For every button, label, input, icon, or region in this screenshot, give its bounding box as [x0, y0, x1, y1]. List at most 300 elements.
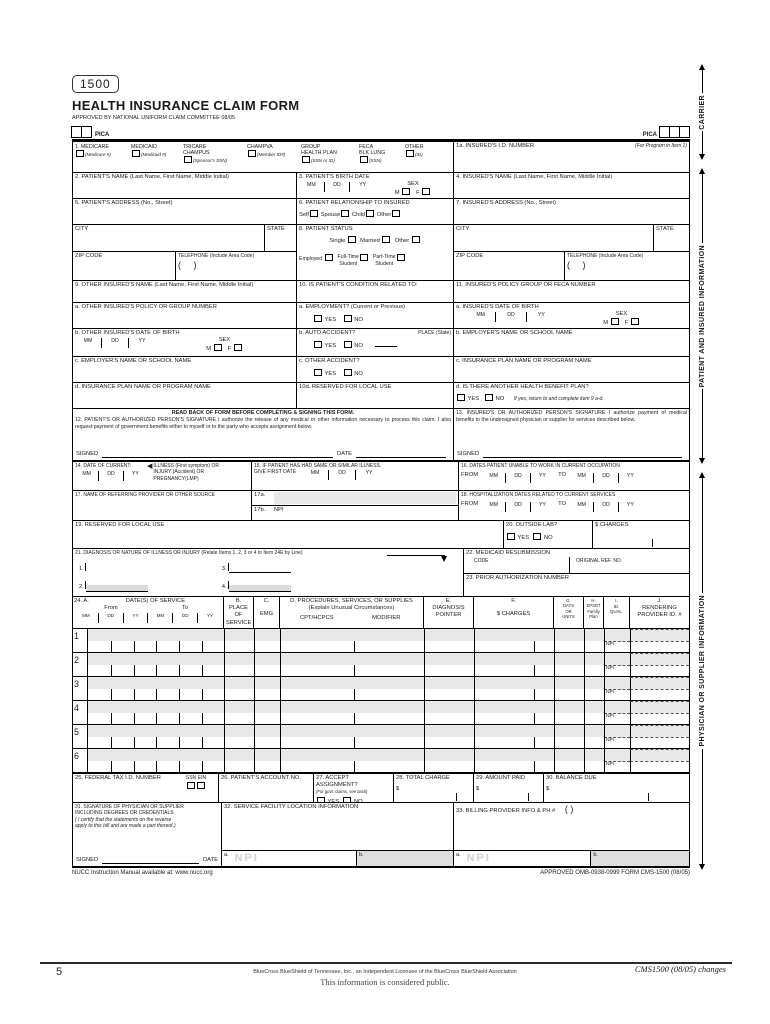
outside-lab-yes-checkbox[interactable]: [507, 533, 515, 540]
service-line-row[interactable]: [73, 676, 689, 700]
svc-to-yy-cell[interactable]: [202, 761, 224, 773]
diagnosis-4-line[interactable]: [229, 585, 291, 592]
employment-no-checkbox[interactable]: [344, 315, 352, 322]
facility-other-id-field[interactable]: [356, 851, 453, 866]
svc-rendering-provider-cell[interactable]: [630, 665, 689, 677]
svc-to-mm-cell[interactable]: [156, 737, 179, 749]
svc-to-dd-cell[interactable]: [179, 737, 202, 749]
other-insured-birthdate-field[interactable]: b. OTHER INSURED'S DATE OF BIRTH MM DD YY SEX M F: [73, 329, 296, 356]
service-line-number: 4: [74, 703, 80, 713]
balance-due-field[interactable]: 30. BALANCE DUE $: [543, 774, 689, 802]
unable-to-work-field[interactable]: 16. DATES PATIENT UNABLE TO WORK IN CURRENT OCCUPATION FROM MM DD YY TO MM DD YY: [458, 462, 689, 490]
svc-place-of-service-cell[interactable]: [224, 761, 254, 773]
diagnosis-3-line[interactable]: [229, 566, 291, 573]
svc-epsdt-cell[interactable]: [584, 713, 604, 725]
svc-diagnosis-pointer-cell[interactable]: [424, 761, 474, 773]
svc-from-yy-cell[interactable]: [134, 737, 156, 749]
insured-phone-field[interactable]: TELEPHONE (Include Area Code) ( ): [564, 252, 689, 280]
insured-sex-male-checkbox[interactable]: [611, 318, 619, 325]
svc-npi-qual-cell[interactable]: [604, 689, 630, 701]
sex-female-checkbox[interactable]: [422, 188, 430, 195]
svc-rendering-provider-cell[interactable]: [630, 713, 689, 725]
svc-emg-cell[interactable]: [254, 737, 280, 749]
service-line-row[interactable]: [73, 700, 689, 724]
box10-label: 10. IS PATIENT'S CONDITION RELATED TO:: [299, 282, 418, 288]
svc-epsdt-cell[interactable]: [584, 761, 604, 773]
benefit-plan-no-checkbox[interactable]: [485, 394, 493, 401]
box8-label: 8. PATIENT STATUS: [299, 226, 353, 232]
svc-charges-cell[interactable]: [474, 689, 534, 701]
insured-employer-field[interactable]: [453, 329, 689, 356]
service-line-shaded-half[interactable]: [88, 725, 689, 737]
svc-to-mm-cell[interactable]: [156, 761, 179, 773]
svc-charges-cell[interactable]: [474, 737, 534, 749]
npi-watermark: NPI: [234, 852, 259, 864]
date-of-current-field[interactable]: 14. DATE OF CURRENT: MM DD YY ◀ ILLNESS (First symptom) OR INJURY (Accident) OR PREGNANCY(LMP): [75, 463, 219, 482]
npi-watermark: NPI: [466, 852, 491, 864]
svc-from-yy-cell[interactable]: [134, 689, 156, 701]
resubmission-auth-block: [463, 549, 689, 596]
pica-checkbox[interactable]: [81, 126, 92, 138]
other-insured-sex-male-checkbox[interactable]: [214, 344, 222, 351]
svc-to-mm-cell[interactable]: [156, 713, 179, 725]
svc-rendering-provider-cell[interactable]: [630, 761, 689, 773]
svc-emg-cell[interactable]: [254, 641, 280, 653]
patient-city-zip-block: [73, 225, 296, 280]
group-health-checkbox[interactable]: [302, 156, 310, 163]
outside-lab-charges-field[interactable]: [592, 521, 689, 548]
left-triangle-icon: ◀: [147, 463, 153, 470]
box17b-npi-field[interactable]: [284, 507, 456, 519]
option-group-health: GROUP HEALTH PLAN (SSN or ID): [301, 144, 337, 164]
rel-spouse-checkbox[interactable]: [341, 210, 349, 217]
svc-place-of-service-cell[interactable]: [224, 713, 254, 725]
telephone-label: TELEPHONE (Include Area Code): [178, 253, 255, 259]
svc-modifier-cell[interactable]: [354, 641, 424, 653]
prior-authorization-field[interactable]: [464, 573, 689, 596]
svc-epsdt-cell[interactable]: [584, 641, 604, 653]
svc-emg-cell[interactable]: [254, 665, 280, 677]
svc-diagnosis-pointer-cell[interactable]: [424, 713, 474, 725]
zip-label: ZIP CODE: [456, 253, 484, 259]
svc-to-dd-cell[interactable]: [179, 665, 202, 677]
insured-state-field[interactable]: [653, 225, 689, 251]
svc-emg-cell[interactable]: [254, 689, 280, 701]
insured-zip-field[interactable]: [454, 252, 564, 280]
hospitalization-dates-field[interactable]: 18. HOSPITALIZATION DATES RELATED TO CURRENT SERVICES FROM MM DD YY TO MM DD YY: [458, 491, 689, 520]
sex-male-checkbox[interactable]: [402, 188, 410, 195]
svc-to-dd-cell[interactable]: [179, 713, 202, 725]
col-i-header: I. ID. QUAL.: [603, 597, 629, 628]
rel-self-label: Self: [299, 212, 309, 219]
svc-days-units-cell[interactable]: [554, 665, 584, 677]
other-insured-name-field[interactable]: [73, 281, 296, 302]
svc-cpt-hcpcs-cell[interactable]: [280, 641, 354, 653]
box1a-label: 1a. INSURED'S I.D. NUMBER: [456, 143, 535, 149]
col-g-header: G. DAYS OR UNITS: [553, 597, 583, 628]
status-single-checkbox[interactable]: [348, 236, 356, 243]
service-line-row[interactable]: [73, 724, 689, 748]
insured-signature-line[interactable]: [483, 452, 682, 458]
champva-checkbox[interactable]: [248, 150, 256, 157]
box18-label: 18. HOSPITALIZATION DATES RELATED TO CURRENT SERVICES: [461, 492, 616, 498]
patient-insured-vertical-label: PATIENT AND INSURED INFORMATION: [698, 244, 706, 388]
npi-label: NPI: [274, 507, 284, 513]
npi-label: NPI: [606, 737, 614, 743]
insured-id-number-field[interactable]: [453, 142, 689, 172]
service-line-entry-half[interactable]: [88, 641, 689, 653]
svc-days-units-cell[interactable]: [554, 641, 584, 653]
arrow-down-icon: [699, 458, 705, 464]
box1-payer-type: [73, 142, 453, 172]
assignment-no-checkbox[interactable]: [343, 797, 351, 802]
svc-charges-cents-cell[interactable]: [534, 737, 554, 749]
svc-to-yy-cell[interactable]: [202, 713, 224, 725]
col-c-header: C. EMG: [253, 597, 279, 628]
box27-label: 27. ACCEPT ASSIGNMENT?: [316, 775, 358, 789]
svc-cpt-hcpcs-cell[interactable]: [280, 713, 354, 725]
svc-modifier-cell[interactable]: [354, 761, 424, 773]
arrow-down-icon: [699, 154, 705, 160]
tricare-checkbox[interactable]: [184, 156, 192, 163]
patient-signature-line[interactable]: [102, 452, 333, 458]
svc-from-yy-cell[interactable]: [134, 761, 156, 773]
service-line-entry-half[interactable]: [88, 761, 689, 773]
box22-label: 22. MEDICAID RESUBMISSION: [466, 550, 551, 556]
box2-label: 2. PATIENT'S NAME (Last Name, First Name, Middle Initial): [75, 174, 229, 180]
svc-from-dd-cell[interactable]: [111, 665, 134, 677]
billing-other-id-field[interactable]: [590, 851, 689, 866]
pica-label-right: PICA: [642, 132, 657, 138]
insurance-plan-name-field[interactable]: [453, 357, 689, 382]
service-facility-field[interactable]: [222, 803, 453, 850]
svc-charges-cents-cell[interactable]: [534, 761, 554, 773]
svc-cpt-hcpcs-cell[interactable]: [280, 665, 354, 677]
svc-epsdt-cell[interactable]: [584, 665, 604, 677]
col-a-title: DATE(S) OF SERVICE: [125, 598, 186, 604]
another-benefit-plan-field: d. IS THERE ANOTHER HEALTH BENEFIT PLAN? YES NO If yes, return to and complete item 9 a-d.: [453, 383, 689, 408]
svc-days-units-cell[interactable]: [554, 737, 584, 749]
box20-label: 20. OUTSIDE LAB?: [506, 522, 558, 528]
pica-row: [72, 126, 690, 139]
svc-to-yy-cell[interactable]: [202, 689, 224, 701]
patient-state-field[interactable]: [264, 225, 296, 251]
svc-from-dd-cell[interactable]: [111, 737, 134, 749]
patient-phone-field[interactable]: TELEPHONE (Include Area Code) ( ): [175, 252, 296, 280]
box33-label: 33. BILLING PROVIDER INFO & PH #: [456, 808, 556, 814]
svc-diagnosis-pointer-cell[interactable]: [424, 665, 474, 677]
svc-place-of-service-cell[interactable]: [224, 737, 254, 749]
status-married-checkbox[interactable]: [382, 236, 390, 243]
svc-to-dd-cell[interactable]: [179, 761, 202, 773]
physician-signature-line[interactable]: [102, 858, 199, 864]
svc-charges-cell[interactable]: [474, 761, 534, 773]
svc-npi-qual-cell[interactable]: [604, 761, 630, 773]
svc-cpt-hcpcs-cell[interactable]: [280, 737, 354, 749]
feca-checkbox[interactable]: [360, 156, 368, 163]
benefit-plan-note: If yes, return to and complete item 9 a-d.: [513, 396, 604, 403]
diagnosis-2-line[interactable]: [86, 585, 148, 592]
svc-cpt-hcpcs-cell[interactable]: [280, 761, 354, 773]
svc-modifier-cell[interactable]: [354, 713, 424, 725]
service-lines: [73, 628, 689, 772]
svc-to-yy-cell[interactable]: [202, 737, 224, 749]
svc-emg-cell[interactable]: [254, 713, 280, 725]
referring-provider-field[interactable]: [73, 491, 251, 520]
auto-accident-no-checkbox[interactable]: [344, 341, 352, 348]
place-state-label: PLACE (State): [418, 330, 451, 336]
assignment-yes-checkbox[interactable]: [317, 797, 325, 802]
federal-tax-id-field: [73, 774, 218, 802]
pica-checkbox[interactable]: [679, 126, 690, 138]
service-line-row[interactable]: [73, 628, 689, 652]
insured-birthdate-field[interactable]: a. INSURED'S DATE OF BIRTH MM DD YY SEX M F: [453, 303, 689, 328]
svc-from-mm-cell[interactable]: [88, 761, 111, 773]
physician-supplier-section-marker: [694, 472, 710, 870]
auto-accident-yes-checkbox[interactable]: [314, 341, 322, 348]
patient-birthdate-field[interactable]: 3. PATIENT'S BIRTH DATE MM DD YY SEX M F: [296, 173, 453, 198]
svc-charges-cell[interactable]: [474, 713, 534, 725]
svc-diagnosis-pointer-cell[interactable]: [424, 641, 474, 653]
accept-assignment-field: 27. ACCEPT ASSIGNMENT? (For govt. claims, see back) YES NO: [313, 774, 393, 802]
diagnosis-1-line[interactable]: [86, 566, 148, 573]
other-accident-field: c. OTHER ACCIDENT? YES NO: [296, 357, 453, 382]
svc-to-yy-cell[interactable]: [202, 665, 224, 677]
svc-from-yy-cell[interactable]: [134, 641, 156, 653]
facility-npi-field[interactable]: [222, 851, 356, 866]
svc-epsdt-cell[interactable]: [584, 737, 604, 749]
service-line-shaded-half[interactable]: [88, 677, 689, 689]
service-line-row[interactable]: [73, 652, 689, 676]
patient-name-field[interactable]: [73, 173, 296, 198]
reserved-local-use-field[interactable]: [296, 383, 453, 408]
box9a-label: a. OTHER INSURED'S POLICY OR GROUP NUMBER: [75, 304, 217, 310]
rel-spouse-label: Spouse: [320, 212, 341, 219]
svc-to-mm-cell[interactable]: [156, 689, 179, 701]
service-line-shaded-half[interactable]: [88, 701, 689, 713]
billing-provider-field[interactable]: [454, 803, 689, 850]
diagnosis-field[interactable]: [73, 549, 463, 596]
service-line-entry-half[interactable]: [88, 713, 689, 725]
svc-diagnosis-pointer-cell[interactable]: [424, 737, 474, 749]
col-a-number: 24. A.: [74, 598, 89, 604]
benefit-plan-yes-checkbox[interactable]: [457, 394, 465, 401]
svc-rendering-provider-cell[interactable]: [630, 641, 689, 653]
physician-signature-block: 31. SIGNATURE OF PHYSICIAN OR SUPPLIER INCLUDING DEGREES OR CREDENTIALS ( I certify that the statements on the reverse apply to this bill and are made a part thereof.) SIGNED DATE: [75, 804, 218, 863]
svc-charges-cents-cell[interactable]: [534, 689, 554, 701]
total-charge-field[interactable]: 28. TOTAL CHARGE $: [393, 774, 473, 802]
nucc-note: NUCC Instruction Manual available at: www.nucc.org: [72, 870, 213, 876]
insured-sex-female-checkbox[interactable]: [631, 318, 639, 325]
svc-modifier-cell[interactable]: [354, 737, 424, 749]
col-d-header: D. PROCEDURES, SERVICES, OR SUPPLIES (Explain Unusual Circumstances) CPT/HCPCS MODIFIER: [279, 597, 423, 628]
status-married-label: Married: [360, 238, 380, 245]
service-line-entry-half[interactable]: [88, 689, 689, 701]
svc-epsdt-cell[interactable]: [584, 689, 604, 701]
insured-policy-group-field[interactable]: [453, 281, 689, 302]
other-insurance-plan-field[interactable]: [73, 383, 296, 408]
signed-label: SIGNED: [76, 856, 99, 863]
svc-to-dd-cell[interactable]: [179, 689, 202, 701]
ssn-label: SSN: [185, 775, 197, 781]
box32b-label: b.: [358, 852, 364, 858]
option-feca: FECA BLK LUNG (SSN): [359, 144, 386, 164]
svc-charges-cents-cell[interactable]: [534, 665, 554, 677]
option-tricare: TRICARE CHAMPUS (Sponsor's SSN): [183, 144, 228, 164]
svc-charges-cell[interactable]: [474, 641, 534, 653]
svc-from-mm-cell[interactable]: [88, 689, 111, 701]
patient-signature-block: [73, 409, 453, 460]
rel-self-checkbox[interactable]: [310, 210, 318, 217]
ssn-checkbox[interactable]: [187, 782, 195, 789]
sex-f-label: F: [416, 190, 420, 197]
svc-from-dd-cell[interactable]: [111, 641, 134, 653]
service-line-shaded-half[interactable]: [88, 629, 689, 641]
insured-address-field[interactable]: [453, 199, 689, 224]
service-line-number: 5: [74, 727, 80, 737]
svc-charges-cell[interactable]: [474, 665, 534, 677]
box17b-label: 17b.: [254, 507, 266, 513]
box9d-label: d. INSURANCE PLAN NAME OR PROGRAM NAME: [75, 384, 211, 390]
svc-from-dd-cell[interactable]: [111, 761, 134, 773]
svc-modifier-cell[interactable]: [354, 665, 424, 677]
svc-place-of-service-cell[interactable]: [224, 689, 254, 701]
patient-city-field[interactable]: [73, 225, 264, 251]
svc-rendering-provider-cell[interactable]: [630, 689, 689, 701]
option-medicare: 1. MEDICARE (Medicare #): [75, 144, 111, 158]
rel-other-checkbox[interactable]: [392, 210, 400, 217]
service-line-shaded-half[interactable]: [88, 653, 689, 665]
svc-place-of-service-cell[interactable]: [224, 641, 254, 653]
insured-city-field[interactable]: [454, 225, 653, 251]
svc-days-units-cell[interactable]: [554, 761, 584, 773]
amount-paid-field[interactable]: 29. AMOUNT PAID $: [473, 774, 543, 802]
svc-npi-qual-cell[interactable]: [604, 665, 630, 677]
svc-from-mm-cell[interactable]: [88, 665, 111, 677]
ein-checkbox[interactable]: [197, 782, 205, 789]
other-accident-no-checkbox[interactable]: [344, 369, 352, 376]
svc-from-dd-cell[interactable]: [111, 689, 134, 701]
diagnosis-2-label: 2.: [79, 584, 84, 591]
patient-signature-date-line[interactable]: [356, 452, 446, 458]
sex-m-label: M: [394, 190, 400, 197]
svc-from-mm-cell[interactable]: [88, 737, 111, 749]
status-parttime-checkbox[interactable]: [397, 254, 405, 261]
svc-modifier-cell[interactable]: [354, 689, 424, 701]
patient-account-field[interactable]: [218, 774, 313, 802]
svc-from-mm-cell[interactable]: [88, 641, 111, 653]
form-1500-logo: 1500: [72, 75, 119, 93]
box6-label: 6. PATIENT RELATIONSHIP TO INSURED: [299, 200, 410, 206]
medicare-checkbox[interactable]: [76, 150, 84, 157]
reserved-local-use-19-field[interactable]: [73, 521, 503, 548]
box11-label: 11. INSURED'S POLICY GROUP OR FECA NUMBER: [456, 282, 596, 288]
box4-label: 4. INSURED'S NAME (Last Name, First Name, Middle Initial): [456, 174, 613, 180]
svc-npi-qual-cell[interactable]: [604, 713, 630, 725]
svc-npi-qual-cell[interactable]: [604, 641, 630, 653]
rel-child-checkbox[interactable]: [366, 210, 374, 217]
svc-place-of-service-cell[interactable]: [224, 665, 254, 677]
status-fulltime-label: Full-Time: [337, 254, 359, 261]
other-accident-yes-checkbox[interactable]: [314, 369, 322, 376]
patient-insured-section-marker: [694, 168, 710, 464]
service-line-entry-half[interactable]: [88, 737, 689, 749]
box31-label: 31. SIGNATURE OF PHYSICIAN OR SUPPLIER: [75, 804, 184, 810]
service-line-shaded-half[interactable]: [88, 749, 689, 761]
svc-days-units-cell[interactable]: [554, 713, 584, 725]
svc-diagnosis-pointer-cell[interactable]: [424, 689, 474, 701]
status-fulltime-checkbox[interactable]: [360, 254, 368, 261]
sex-label: SEX: [615, 311, 628, 318]
svc-to-mm-cell[interactable]: [156, 665, 179, 677]
col-e-header: E. DIAGNOSIS POINTER: [423, 597, 473, 628]
medicaid-checkbox[interactable]: [132, 150, 140, 157]
svc-npi-qual-cell[interactable]: [604, 737, 630, 749]
carrier-section-marker: [694, 64, 710, 160]
box11c-label: c. INSURANCE PLAN NAME OR PROGRAM NAME: [456, 358, 592, 364]
zip-label: ZIP CODE: [75, 253, 103, 259]
insured-name-field[interactable]: [453, 173, 689, 198]
box22-orig-ref-label: ORIGINAL REF. NO.: [576, 558, 623, 564]
svc-to-dd-cell[interactable]: [179, 641, 202, 653]
box32-label: 32. SERVICE FACILITY LOCATION INFORMATION: [224, 804, 359, 810]
box30-label: 30. BALANCE DUE: [546, 775, 597, 781]
svc-from-mm-cell[interactable]: [88, 713, 111, 725]
box17a-shaded-field[interactable]: [274, 492, 456, 504]
outside-lab-no-checkbox[interactable]: [533, 533, 541, 540]
svc-charges-cents-cell[interactable]: [534, 641, 554, 653]
state-label: STATE: [267, 226, 285, 232]
col-b-header: B. PLACE OF SERVICE: [223, 597, 253, 628]
claim-form: [72, 75, 690, 876]
city-label: CITY: [75, 226, 89, 232]
svc-to-yy-cell[interactable]: [202, 641, 224, 653]
svc-from-yy-cell[interactable]: [134, 665, 156, 677]
patient-address-field[interactable]: [73, 199, 296, 224]
svc-from-yy-cell[interactable]: [134, 713, 156, 725]
other-insured-sex-female-checkbox[interactable]: [234, 344, 242, 351]
box11d-label: d. IS THERE ANOTHER HEALTH BENEFIT PLAN?: [456, 384, 589, 390]
box32a-label: a.: [224, 852, 229, 858]
charges-label: $ CHARGES: [595, 522, 629, 528]
svc-charges-cents-cell[interactable]: [534, 713, 554, 725]
status-other-checkbox[interactable]: [412, 236, 420, 243]
box22-divider: [569, 557, 570, 573]
option-medicaid: MEDICAID (Medicaid #): [131, 144, 167, 158]
patient-zip-field[interactable]: [73, 252, 175, 280]
svc-emg-cell[interactable]: [254, 761, 280, 773]
box33b-label: b.: [593, 852, 598, 858]
svc-to-mm-cell[interactable]: [156, 641, 179, 653]
service-line-entry-half[interactable]: [88, 665, 689, 677]
box1a-note: (For Program in Item 1): [635, 143, 687, 149]
status-employed-checkbox[interactable]: [325, 254, 333, 261]
other-payer-checkbox[interactable]: [406, 150, 414, 157]
svc-cpt-hcpcs-cell[interactable]: [280, 689, 354, 701]
svc-from-dd-cell[interactable]: [111, 713, 134, 725]
svc-rendering-provider-cell[interactable]: [630, 737, 689, 749]
billing-npi-field[interactable]: [454, 851, 590, 866]
signed-label: SIGNED: [457, 450, 480, 457]
similar-illness-field[interactable]: 15. IF PATIENT HAS HAD SAME OR SIMILAR ILLNESS. GIVE FIRST DATE MM DD YY: [251, 462, 458, 490]
other-insured-policy-field[interactable]: [73, 303, 296, 328]
svc-days-units-cell[interactable]: [554, 689, 584, 701]
employment-yes-checkbox[interactable]: [314, 315, 322, 322]
other-insured-employer-field[interactable]: [73, 357, 296, 382]
box14-label: 14. DATE OF CURRENT:: [75, 463, 132, 469]
col-f-header: F. $ CHARGES: [473, 597, 553, 628]
service-line-row[interactable]: [73, 748, 689, 772]
